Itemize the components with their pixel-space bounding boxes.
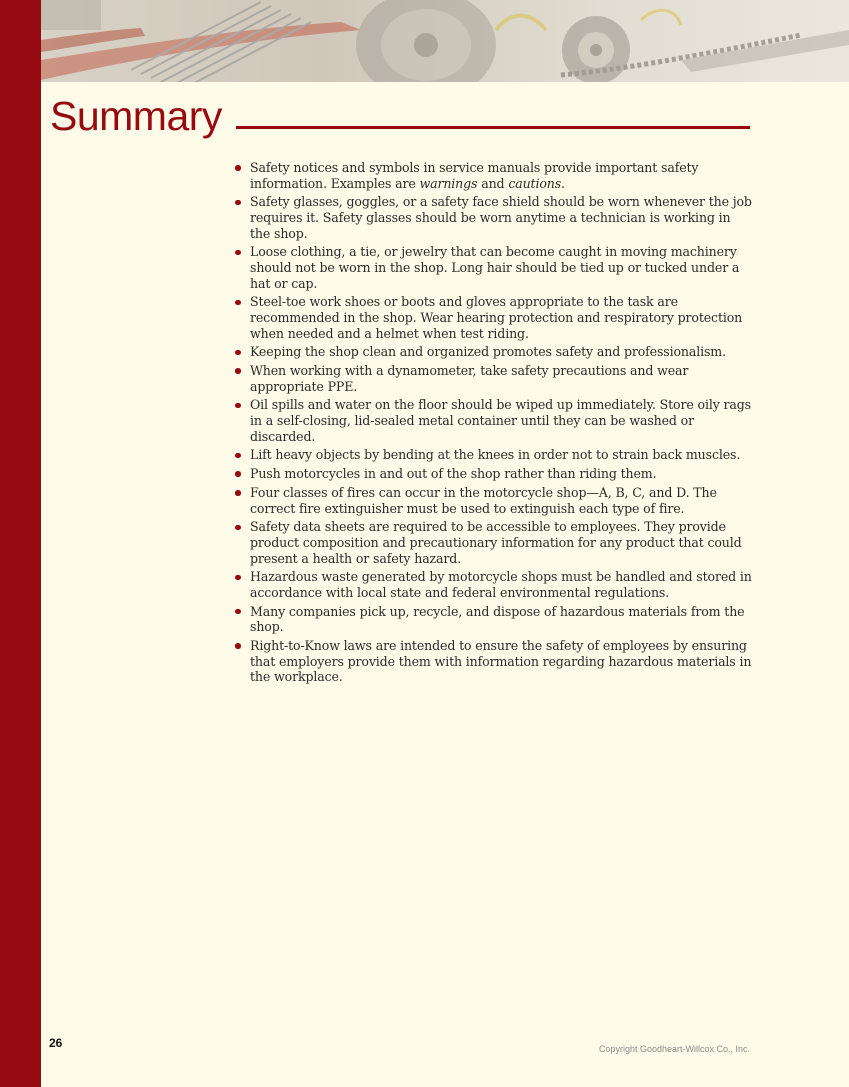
bullet-dot-icon (235, 643, 241, 649)
bullet-dot-icon (235, 609, 241, 615)
summary-bullet-list (233, 160, 753, 688)
summary-bullet-item (233, 485, 753, 516)
bullet-italic-term: cautions (508, 175, 562, 191)
bullet-text: Safety notices and symbols in service manuals provide important safety information. Examples are (250, 160, 699, 191)
summary-heading (50, 92, 750, 140)
bullet-text: Keeping the shop clean and organized promotes safety and professionalism. (250, 344, 726, 360)
page-edge-band (0, 0, 41, 1087)
summary-bullet-item (233, 363, 753, 394)
header-engine-photo (41, 0, 849, 82)
bullet-text: and (477, 175, 509, 191)
bullet-dot-icon (235, 403, 241, 409)
summary-bullet-item (233, 397, 753, 444)
summary-bullet-item (233, 519, 753, 566)
bullet-dot-icon (235, 200, 241, 206)
bullet-dot-icon (235, 453, 241, 459)
bullet-text: Hazardous waste generated by motorcycle shops must be handled and stored in accordance with local state and federal environmental regulations. (250, 569, 752, 600)
bullet-text: Right-to-Know laws are intended to ensure the safety of employees by ensuring that employers provide them with information regarding hazardous materials in the workplace. (250, 638, 752, 685)
bullet-text: Lift heavy objects by bending at the knees in order not to strain back muscles. (250, 447, 741, 463)
summary-bullet-item (233, 344, 753, 360)
bullet-text: Safety glasses, goggles, or a safety face shield should be worn whenever the job requires it. Safety glasses should be worn anytime a technician is working in the shop. (250, 194, 752, 241)
bullet-dot-icon (235, 350, 241, 356)
bullet-dot-icon (235, 471, 241, 477)
bullet-text: Oil spills and water on the floor should be wiped up immediately. Store oily rags in a self-closing, lid-sealed metal container until they can be washed or discarded. (250, 397, 751, 444)
bullet-dot-icon (235, 490, 241, 496)
bullet-dot-icon (235, 300, 241, 306)
summary-bullet-item (233, 604, 753, 635)
bullet-dot-icon (235, 250, 241, 256)
bullet-text: When working with a dynamometer, take safety precautions and wear appropriate PPE. (250, 363, 689, 394)
summary-bullet-item (233, 638, 753, 685)
bullet-text: . (561, 175, 565, 191)
bullet-text: Push motorcycles in and out of the shop rather than riding them. (250, 466, 657, 482)
bullet-dot-icon (235, 368, 241, 374)
page-title: Summary (50, 93, 222, 139)
bullet-dot-icon (235, 165, 241, 171)
summary-bullet-item (233, 466, 753, 482)
summary-bullet-item (233, 447, 753, 463)
bullet-dot-icon (235, 525, 241, 531)
copyright-notice: Copyright Goodheart-Willcox Co., Inc. (598, 1044, 750, 1054)
summary-bullet-item (233, 160, 753, 191)
summary-bullet-item (233, 294, 753, 341)
summary-bullet-item (233, 194, 753, 241)
bullet-text: Steel-toe work shoes or boots and gloves appropriate to the task are recommended in the shop. Wear hearing protection and respiratory protection when needed and a helmet when test riding. (250, 294, 743, 341)
bullet-text: Safety data sheets are required to be accessible to employees. They provide product composition and precautionary information for any product that could present a health or safety hazard. (250, 519, 742, 566)
bullet-italic-term: warnings (419, 175, 478, 191)
bullet-text: Loose clothing, a tie, or jewelry that can become caught in moving machinery should not be worn in the shop. Long hair should be tied up or tucked under a hat or cap. (250, 244, 740, 291)
title-underline-rule (236, 126, 750, 129)
bullet-text: Many companies pick up, recycle, and dispose of hazardous materials from the shop. (250, 603, 745, 635)
page-number: 26 (49, 1036, 63, 1050)
bullet-text: Four classes of fires can occur in the motorcycle shop—A, B, C, and D. The correct fire extinguisher must be used to extinguish each type of fire. (250, 484, 717, 516)
summary-bullet-item (233, 244, 753, 291)
bullet-dot-icon (235, 575, 241, 581)
summary-bullet-item (233, 569, 753, 600)
